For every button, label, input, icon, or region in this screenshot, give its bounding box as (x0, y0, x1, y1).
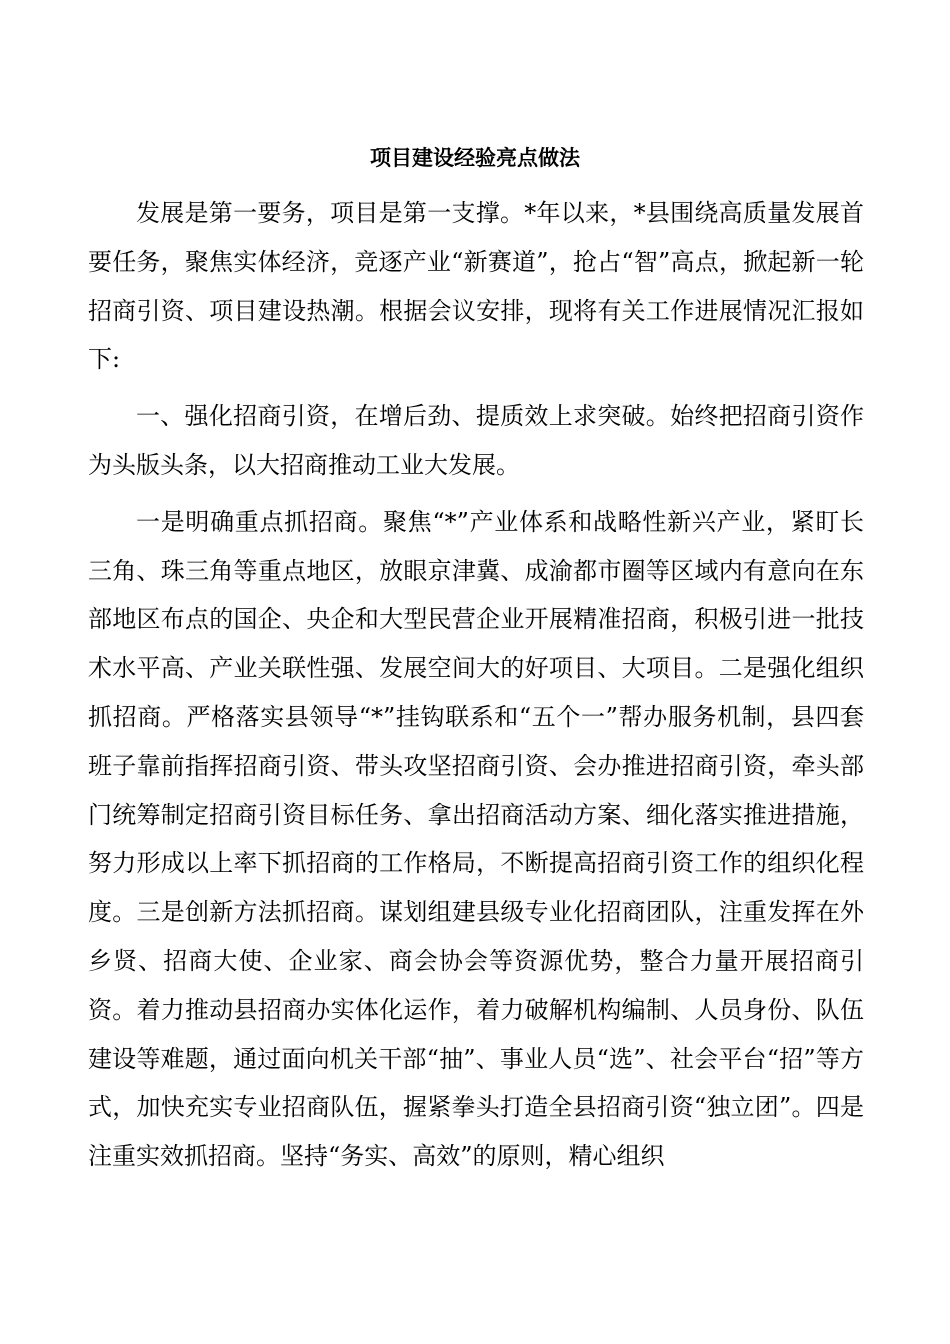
paragraph-investment-measures: 一是明确重点抓招商。聚焦“*”产业体系和战略性新兴产业，紧盯长三角、珠三角等重点地区，放眼京津冀、成渝都市圈等区域内有意向在东部地区布点的国企、央企和大型民营企业开展精准招商，积极引进一批技术水平高、产业关联性强、发展空间大的好项目、大项目。二是强化组织抓招商。严格落实县领导“*”挂钩联系和“五个一”帮办服务机制，县四套班子靠前指挥招商引资、带头攻坚招商引资、会办推进招商引资，牵头部门统筹制定招商引资目标任务、拿出招商活动方案、细化落实推进措施，努力形成以上率下抓招商的工作格局，不断提高招商引资工作的组织化程度。三是创新方法抓招商。谋划组建县级专业化招商团队，注重发挥在外乡贤、招商大使、企业家、商会协会等资源优势，整合力量开展招商引资。着力推动县招商办实体化运作，着力破解机构编制、人员身份、队伍建设等难题，通过面向机关干部“抽”、事业人员“选”、社会平台“招”等方式，加快充实专业招商队伍，握紧拳头打造全县招商引资“独立团”。四是注重实效抓招商。坚持“务实、高效”的原则，精心组织 (88, 507, 864, 1171)
paragraph-section-one-heading: 一、强化招商引资，在增后劲、提质效上求突破。始终把招商引资作为头版头条，以大招商推动工业大发展。 (88, 402, 864, 479)
paragraph-intro: 发展是第一要务，项目是第一支撑。*年以来，*县围绕高质量发展首要任务，聚焦实体经济，竞逐产业“新赛道”，抢占“智”高点，掀起新一轮招商引资、项目建设热潮。根据会议安排，现将有关工作进展情况汇报如下: (88, 199, 864, 374)
document-body (88, 189, 864, 1189)
document-title: 项目建设经验亮点做法 (370, 145, 580, 170)
